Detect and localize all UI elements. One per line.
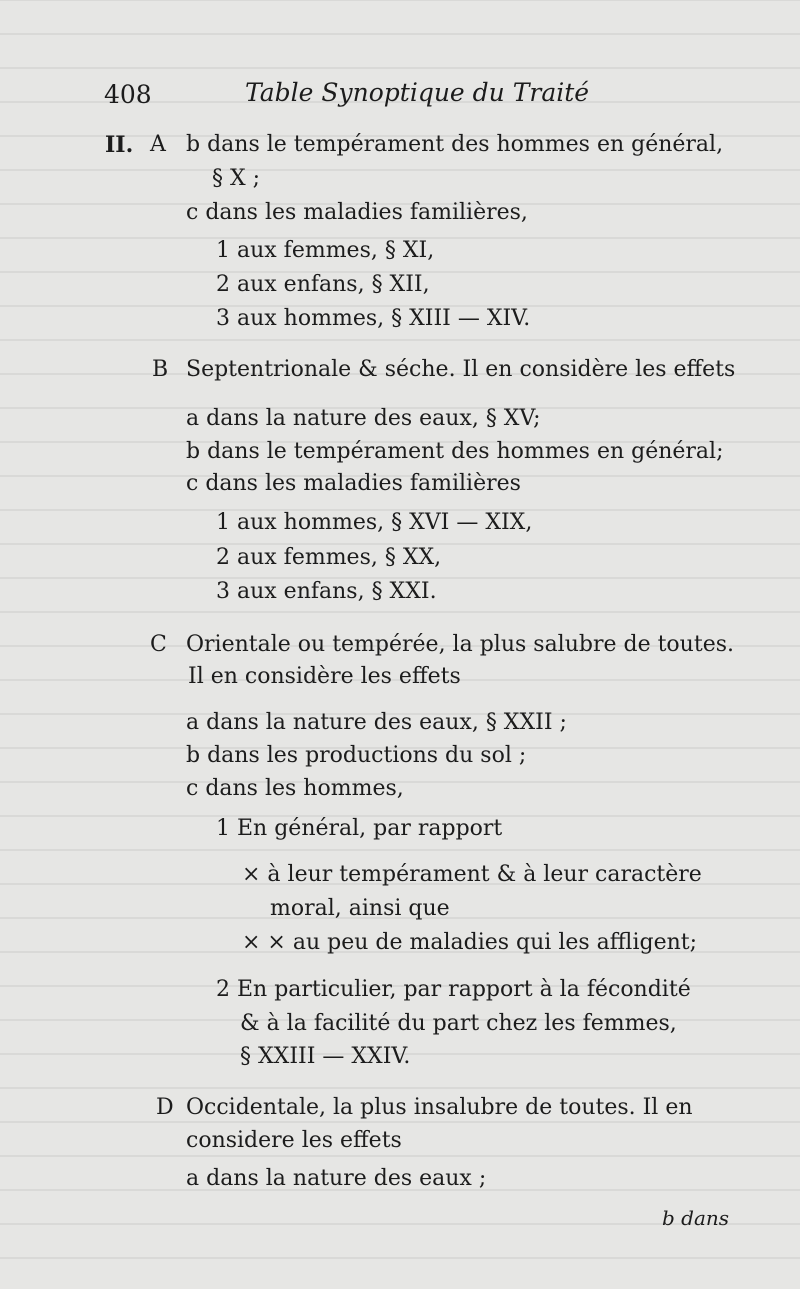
text-line: a dans la nature des eaux ; bbox=[186, 1166, 487, 1191]
item-label-B: B bbox=[152, 357, 169, 382]
text-line: considere les effets bbox=[186, 1128, 402, 1153]
text-line: 1 En général, par rapport bbox=[216, 816, 503, 841]
text-line: 2 aux femmes, § XX, bbox=[216, 545, 442, 570]
text-line: 3 aux enfans, § XXI. bbox=[216, 579, 437, 604]
text-line: a dans la nature des eaux, § XV; bbox=[186, 406, 541, 431]
text-line: Il en considère les effets bbox=[188, 664, 461, 689]
text-line: 3 aux hommes, § XIII — XIV. bbox=[216, 306, 531, 331]
text-line: § XXIII — XXIV. bbox=[240, 1044, 411, 1069]
text-line: × à leur tempérament & à leur caractère bbox=[242, 862, 702, 887]
text-line: moral, ainsi que bbox=[270, 896, 450, 921]
page-number: 408 bbox=[104, 80, 152, 109]
text-line: 2 En particulier, par rapport à la fécondité bbox=[216, 977, 691, 1002]
catchword: b dans bbox=[662, 1206, 730, 1230]
text-line: 1 aux femmes, § XI, bbox=[216, 238, 435, 263]
text-line: 2 aux enfans, § XII, bbox=[216, 272, 430, 297]
text-line: § X ; bbox=[212, 166, 261, 191]
section-label: II. bbox=[105, 132, 134, 158]
item-label-A: A bbox=[150, 132, 166, 157]
text-line: a dans la nature des eaux, § XXII ; bbox=[186, 710, 567, 735]
text-line: Septentrionale & séche. Il en considère les effets bbox=[186, 357, 736, 382]
text-line: c dans les maladies familières bbox=[186, 471, 521, 496]
text-line: × × au peu de maladies qui les affligent; bbox=[242, 930, 698, 955]
running-title: Table Synoptique du Traité bbox=[245, 78, 590, 107]
text-line: Orientale ou tempérée, la plus salubre de toutes. bbox=[186, 632, 734, 657]
text-line: 1 aux hommes, § XVI — XIX, bbox=[216, 510, 533, 535]
text-line: b dans les productions du sol ; bbox=[186, 743, 527, 768]
text-line: b dans le tempérament des hommes en général, bbox=[186, 132, 724, 157]
item-label-D: D bbox=[156, 1095, 174, 1120]
text-line: b dans le tempérament des hommes en général; bbox=[186, 439, 724, 464]
text-line: c dans les hommes, bbox=[186, 776, 404, 801]
item-label-C: C bbox=[150, 632, 167, 657]
text-line: c dans les maladies familières, bbox=[186, 200, 528, 225]
text-line: & à la facilité du part chez les femmes, bbox=[240, 1011, 677, 1036]
text-line: Occidentale, la plus insalubre de toutes. Il en bbox=[186, 1095, 693, 1120]
